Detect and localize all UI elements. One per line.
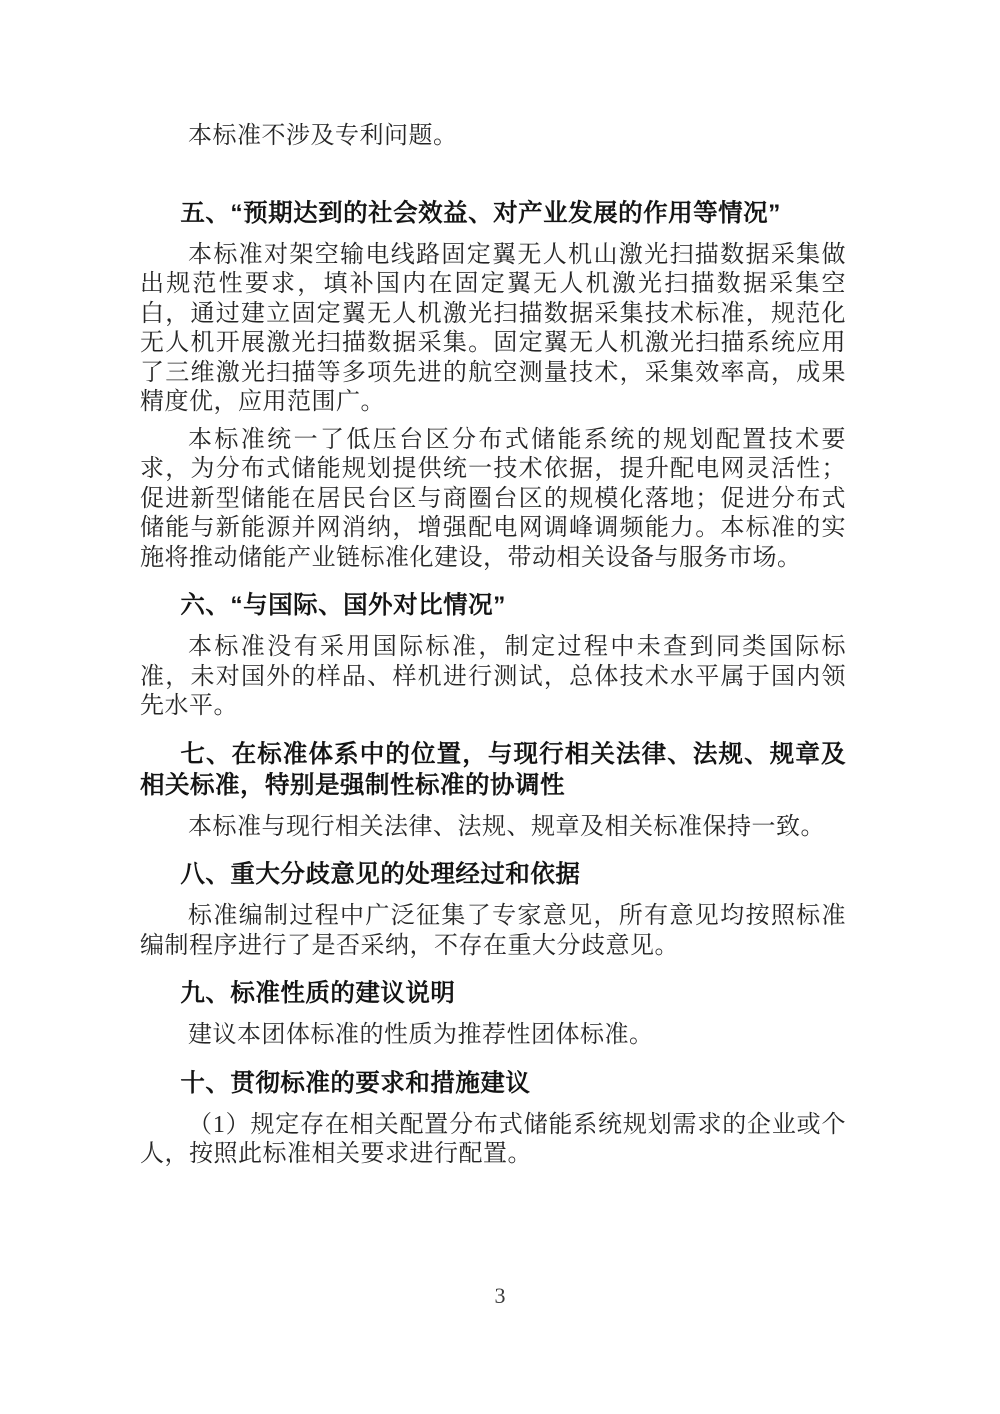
section-8-paragraph-1: 标准编制过程中广泛征集了专家意见，所有意见均按照标准编制程序进行了是否采纳，不存在重大分歧意见。	[140, 903, 846, 959]
section-8	[140, 859, 846, 961]
section-7-heading: 七、在标准体系中的位置，与现行相关法律、法规、规章及相关标准，特别是强制性标准的协调性	[140, 740, 846, 799]
section-10	[140, 1068, 846, 1170]
section-6-paragraph-1: 本标准没有采用国际标准，制定过程中未查到同类国际标准，未对国外的样品、样机进行测试，总体技术水平属于国内领先水平。	[140, 634, 846, 719]
section-5-paragraph-2: 本标准统一了低压台区分布式储能系统的规划配置技术要求，为分布式储能规划提供统一技术依据，提升配电网灵活性；促进新型储能在居民台区与商圈台区的规模化落地；促进分布式储能与新能源并网消纳，增强配电网调峰调频能力。本标准的实施将推动储能产业链标准化建设，带动相关设备与服务市场。	[140, 426, 846, 571]
page-number: 3	[494, 1283, 506, 1308]
section-9-heading: 九、标准性质的建议说明	[180, 980, 456, 1007]
section-5-paragraph-1: 本标准对架空输电线路固定翼无人机山激光扫描数据采集做出规范性要求，填补国内在固定翼无人机激光扫描数据采集空白，通过建立固定翼无人机激光扫描数据采集技术标准，规范化无人机开展激光扫描数据采集。固定翼无人机激光扫描系统应用了三维激光扫描等多项先进的航空测量技术，采集效率高，成果精度优，应用范围广。	[140, 241, 846, 415]
section-7	[140, 739, 846, 843]
section-8-heading: 八、重大分歧意见的处理经过和依据	[180, 861, 581, 888]
section-6	[140, 590, 846, 722]
page-content	[140, 122, 846, 1170]
section-9-paragraph-1: 建议本团体标准的性质为推荐性团体标准。	[188, 1022, 654, 1048]
section-7-paragraph-1: 本标准与现行相关法律、法规、规章及相关标准保持一致。	[188, 813, 825, 840]
section-6-heading: 六、“与国际、国外对比情况”	[180, 592, 506, 619]
section-10-paragraph-1: （1）规定存在相关配置分布式储能系统规划需求的企业或个人，按照此标准相关要求进行配置。	[140, 1111, 846, 1167]
section-10-heading: 十、贯彻标准的要求和措施建议	[180, 1069, 531, 1097]
intro-paragraph: 本标准不涉及专利问题。	[188, 123, 458, 149]
section-5	[140, 198, 846, 574]
section-9	[140, 978, 846, 1051]
section-5-heading: 五、“预期达到的社会效益、对产业发展的作用等情况”	[180, 199, 781, 227]
